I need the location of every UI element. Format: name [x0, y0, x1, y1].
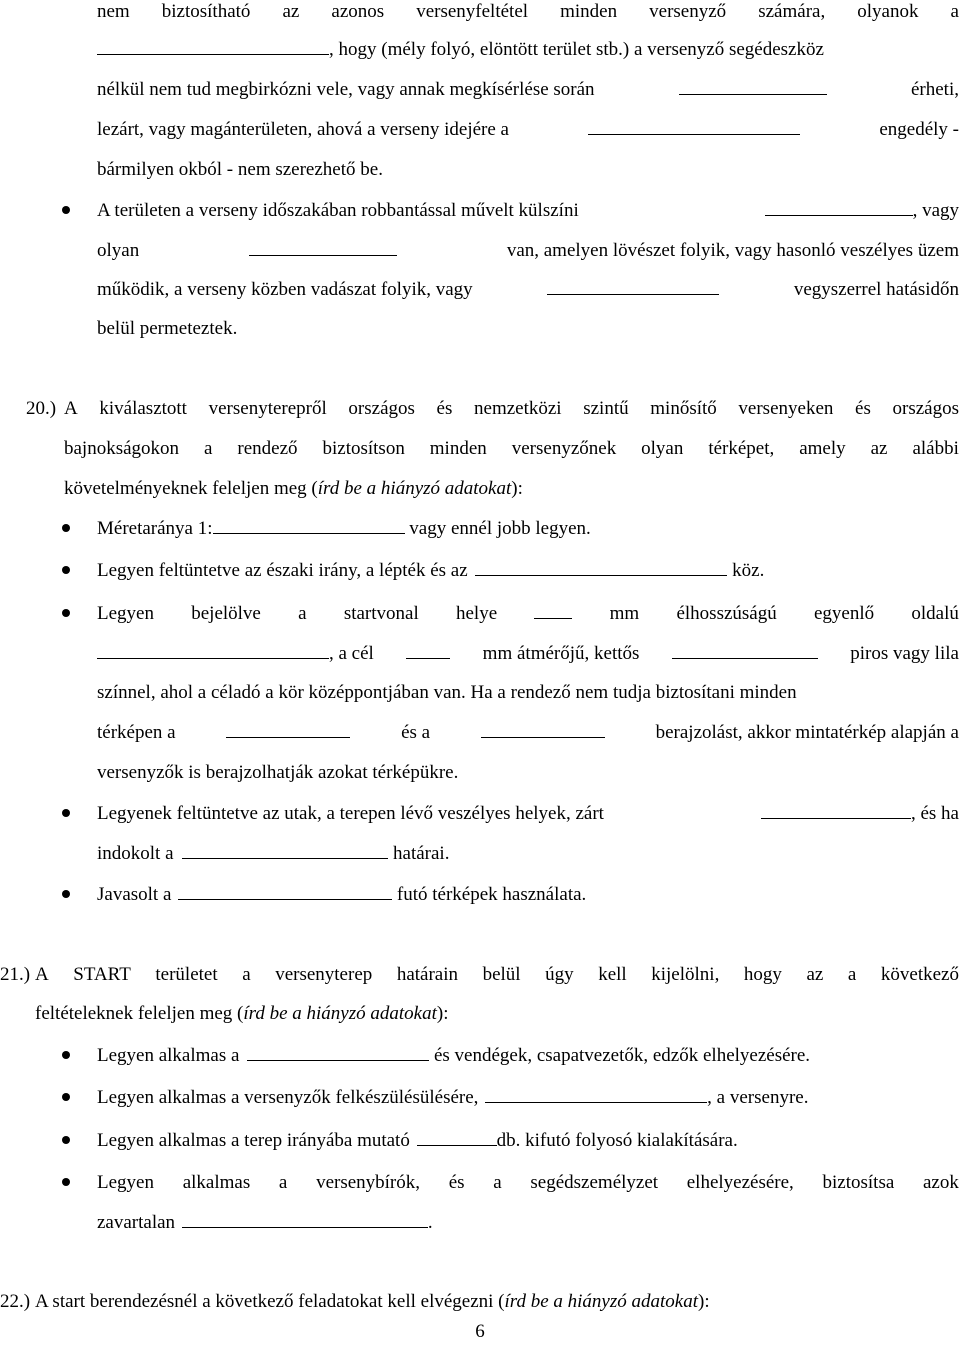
word: hogy	[743, 964, 782, 985]
answer-blank[interactable]	[481, 736, 605, 738]
word: és	[436, 398, 453, 419]
text-line	[97, 78, 959, 102]
word: térképet,	[708, 438, 775, 459]
word: belül	[482, 964, 521, 985]
text-line	[97, 0, 959, 24]
answer-blank[interactable]	[672, 657, 818, 659]
text: lezárt, vagy magánterületen, ahová a verseny idejére a	[97, 119, 509, 140]
text: berajzolást, akkor mintatérkép alapján a	[655, 722, 959, 743]
answer-blank[interactable]	[679, 93, 827, 95]
word: a	[204, 438, 213, 459]
text-line	[64, 397, 959, 421]
word: versenyterepről	[208, 398, 327, 419]
text-line	[64, 437, 959, 461]
word: következő	[880, 964, 959, 985]
answer-blank[interactable]	[182, 857, 388, 859]
answer-blank[interactable]	[485, 1101, 707, 1103]
word: alkalmas	[182, 1172, 251, 1193]
answer-blank[interactable]	[213, 532, 405, 534]
bullet-icon	[62, 809, 70, 817]
word: rendező	[237, 438, 298, 459]
word: minden	[429, 438, 487, 459]
question-number: 22.)	[0, 1291, 31, 1312]
word: kiválasztott	[99, 398, 187, 419]
text: működik, a verseny közben vadászat folyik, vagy	[97, 279, 473, 300]
word: olyanok	[857, 1, 919, 22]
text: mm átmérőjű, kettős	[482, 643, 640, 664]
bullet-icon	[62, 206, 70, 214]
word: versenyzőnek	[511, 438, 617, 459]
word: a	[298, 603, 307, 624]
text-line	[97, 802, 959, 826]
text: nélkül nem tud megbirkózni vele, vagy annak megkísérlése során	[97, 79, 595, 100]
bullet-icon	[62, 566, 70, 574]
word: biztosítson	[322, 438, 405, 459]
text: , vagy	[912, 200, 959, 221]
word: az	[870, 438, 888, 459]
word: Legyen	[97, 603, 154, 624]
answer-blank[interactable]	[761, 817, 911, 819]
text-line: színnel, ahol a céladó a kör középpontjában van. Ha a rendező nem tudja biztosítani minden	[97, 682, 797, 703]
word: területet	[155, 964, 218, 985]
word: versenyfeltétel	[416, 1, 529, 22]
text-line	[97, 602, 959, 626]
text-line	[97, 199, 959, 223]
text: , a versenyre.	[707, 1087, 809, 1108]
text: Méretaránya 1:	[97, 518, 213, 539]
answer-blank[interactable]	[178, 898, 392, 900]
word: szintű	[583, 398, 629, 419]
word: A	[35, 964, 49, 985]
word: a	[278, 1172, 288, 1193]
word: az	[282, 1, 300, 22]
text-line	[97, 517, 591, 541]
word: helye	[456, 603, 498, 624]
word: olyan	[641, 438, 684, 459]
answer-blank[interactable]	[182, 1226, 428, 1228]
word: versenyterep	[275, 964, 373, 985]
bullet-icon	[62, 609, 70, 617]
bullet-icon	[62, 1178, 70, 1186]
word: biztosítsa	[822, 1172, 895, 1193]
text-line	[35, 1002, 448, 1026]
word: amely	[799, 438, 846, 459]
text-line	[35, 1290, 710, 1314]
text-line	[97, 721, 959, 745]
question-number: 21.)	[0, 964, 31, 985]
word: segédszemélyzet	[530, 1172, 659, 1193]
text: feltételeknek feleljen meg (	[35, 1003, 244, 1024]
text: köz.	[732, 560, 765, 581]
word: elhelyezésére,	[686, 1172, 794, 1193]
word: versenybírók,	[316, 1172, 421, 1193]
answer-blank[interactable]	[765, 214, 913, 216]
word: határain	[396, 964, 458, 985]
word: kell	[598, 964, 627, 985]
word: alábbi	[912, 438, 959, 459]
text: zavartalan	[97, 1212, 176, 1233]
answer-blank[interactable]	[534, 617, 572, 619]
question-number: 20.)	[26, 398, 57, 419]
word: egyenlő	[813, 603, 875, 624]
word: és	[855, 398, 871, 419]
instruction-text: írd be a hiányzó adatokat	[504, 1291, 698, 1312]
word: A	[64, 398, 78, 419]
text-line	[97, 642, 959, 666]
text: ):	[511, 478, 523, 499]
answer-blank[interactable]	[588, 133, 800, 135]
text-line	[97, 1086, 808, 1110]
word: versenyző	[649, 1, 727, 22]
word: élhosszúságú	[676, 603, 777, 624]
text: Legyen alkalmas a versenyzők felkészülésülésére,	[97, 1087, 479, 1108]
instruction-text: írd be a hiányzó adatokat	[243, 1003, 437, 1024]
text-line	[97, 559, 764, 583]
word: országos	[348, 398, 415, 419]
text-line	[64, 477, 523, 501]
word: bejelölve	[191, 603, 261, 624]
word: startvonal	[343, 603, 419, 624]
text-line	[97, 1044, 810, 1068]
answer-blank[interactable]	[406, 657, 450, 659]
text-line	[97, 278, 959, 302]
text-line	[97, 883, 586, 907]
word: a	[242, 964, 251, 985]
bullet-icon	[62, 1051, 70, 1059]
text: Legyen alkalmas a	[97, 1045, 240, 1066]
word: a	[493, 1172, 502, 1193]
text-line: belül permeteztek.	[97, 318, 238, 339]
word: minősítő	[650, 398, 717, 419]
text: érheti,	[910, 79, 959, 100]
answer-blank[interactable]	[97, 657, 329, 659]
word: országos	[892, 398, 959, 419]
text-line	[97, 1211, 433, 1235]
word: az	[806, 964, 824, 985]
word: azonos	[331, 1, 385, 22]
text-line	[97, 842, 449, 866]
answer-blank[interactable]	[249, 254, 397, 256]
answer-blank[interactable]	[417, 1144, 497, 1146]
text: és vendégek, csapatvezetők, edzők elhelyezésére.	[433, 1045, 811, 1066]
word: oldalú	[911, 603, 959, 624]
bullet-icon	[62, 524, 70, 532]
text: piros vagy lila	[850, 643, 959, 664]
instruction-text: írd be a hiányzó adatokat	[317, 478, 512, 499]
word: a	[950, 1, 959, 22]
text: , a cél	[329, 643, 374, 664]
text: , és ha	[910, 803, 959, 824]
text: van, amelyen lövészet folyik, vagy hasonló veszélyes üzem	[506, 240, 959, 261]
text-line	[97, 118, 959, 142]
text: ):	[698, 1291, 710, 1312]
text: indokolt a	[97, 843, 174, 864]
text: .	[427, 1212, 433, 1233]
text: Legyen feltüntetve az északi irány, a lépték és az	[97, 560, 468, 581]
word: a	[847, 964, 857, 985]
text: A start berendezésnél a következő feladatokat kell elvégezni (	[35, 1291, 505, 1312]
text-line	[97, 239, 959, 263]
text: vegyszerrel hatásidőn	[793, 279, 959, 300]
word: versenyeken	[738, 398, 834, 419]
text: Legyen alkalmas a terep irányába mutató	[97, 1130, 410, 1151]
text: határai.	[393, 843, 450, 864]
word: azok	[923, 1172, 959, 1193]
word: úgy	[545, 964, 574, 985]
word: kijelölni,	[651, 964, 720, 985]
text: és a	[401, 722, 431, 743]
answer-blank[interactable]	[475, 574, 727, 576]
word: nemzetközi	[474, 398, 562, 419]
text-line	[97, 1129, 738, 1153]
text: engedély -	[879, 119, 959, 140]
bullet-icon	[62, 890, 70, 898]
text-line	[97, 1171, 959, 1195]
word: bajnokságokon	[64, 438, 180, 459]
text: olyan	[97, 240, 140, 261]
answer-blank[interactable]	[547, 293, 719, 295]
bullet-icon	[62, 1136, 70, 1144]
text: Javasolt a	[97, 884, 172, 905]
text: Legyenek feltüntetve az utak, a terepen lévő veszélyes helyek, zárt	[97, 803, 604, 824]
text-line	[97, 38, 824, 62]
word: START	[73, 964, 131, 985]
word: Legyen	[97, 1172, 154, 1193]
word: mm	[609, 603, 640, 624]
text: A területen a verseny időszakában robbantással művelt külszíni	[97, 200, 579, 221]
word: minden	[560, 1, 618, 22]
text-line: bármilyen okból - nem szerezhető be.	[97, 159, 383, 180]
text: , hogy (mély folyó, elöntött terület stb.) a versenyző segédeszköz	[329, 39, 824, 60]
text: követelményeknek feleljen meg (	[64, 478, 318, 499]
word: számára,	[758, 1, 826, 22]
text: futó térképek használata.	[396, 884, 587, 905]
text: db. kifutó folyosó kialakítására.	[496, 1130, 738, 1151]
text-line	[35, 963, 959, 987]
word: biztosítható	[161, 1, 251, 22]
text: ):	[436, 1003, 449, 1024]
word: nem	[97, 1, 130, 22]
page-number: 6	[475, 1321, 485, 1342]
text: térképen a	[97, 722, 176, 743]
answer-blank[interactable]	[247, 1059, 429, 1061]
text-line: versenyzők is berajzolhatják azokat térképükre.	[97, 762, 459, 783]
answer-blank[interactable]	[97, 53, 329, 55]
bullet-icon	[62, 1093, 70, 1101]
word: és	[448, 1172, 465, 1193]
text: vagy ennél jobb legyen.	[409, 518, 591, 539]
answer-blank[interactable]	[226, 736, 350, 738]
